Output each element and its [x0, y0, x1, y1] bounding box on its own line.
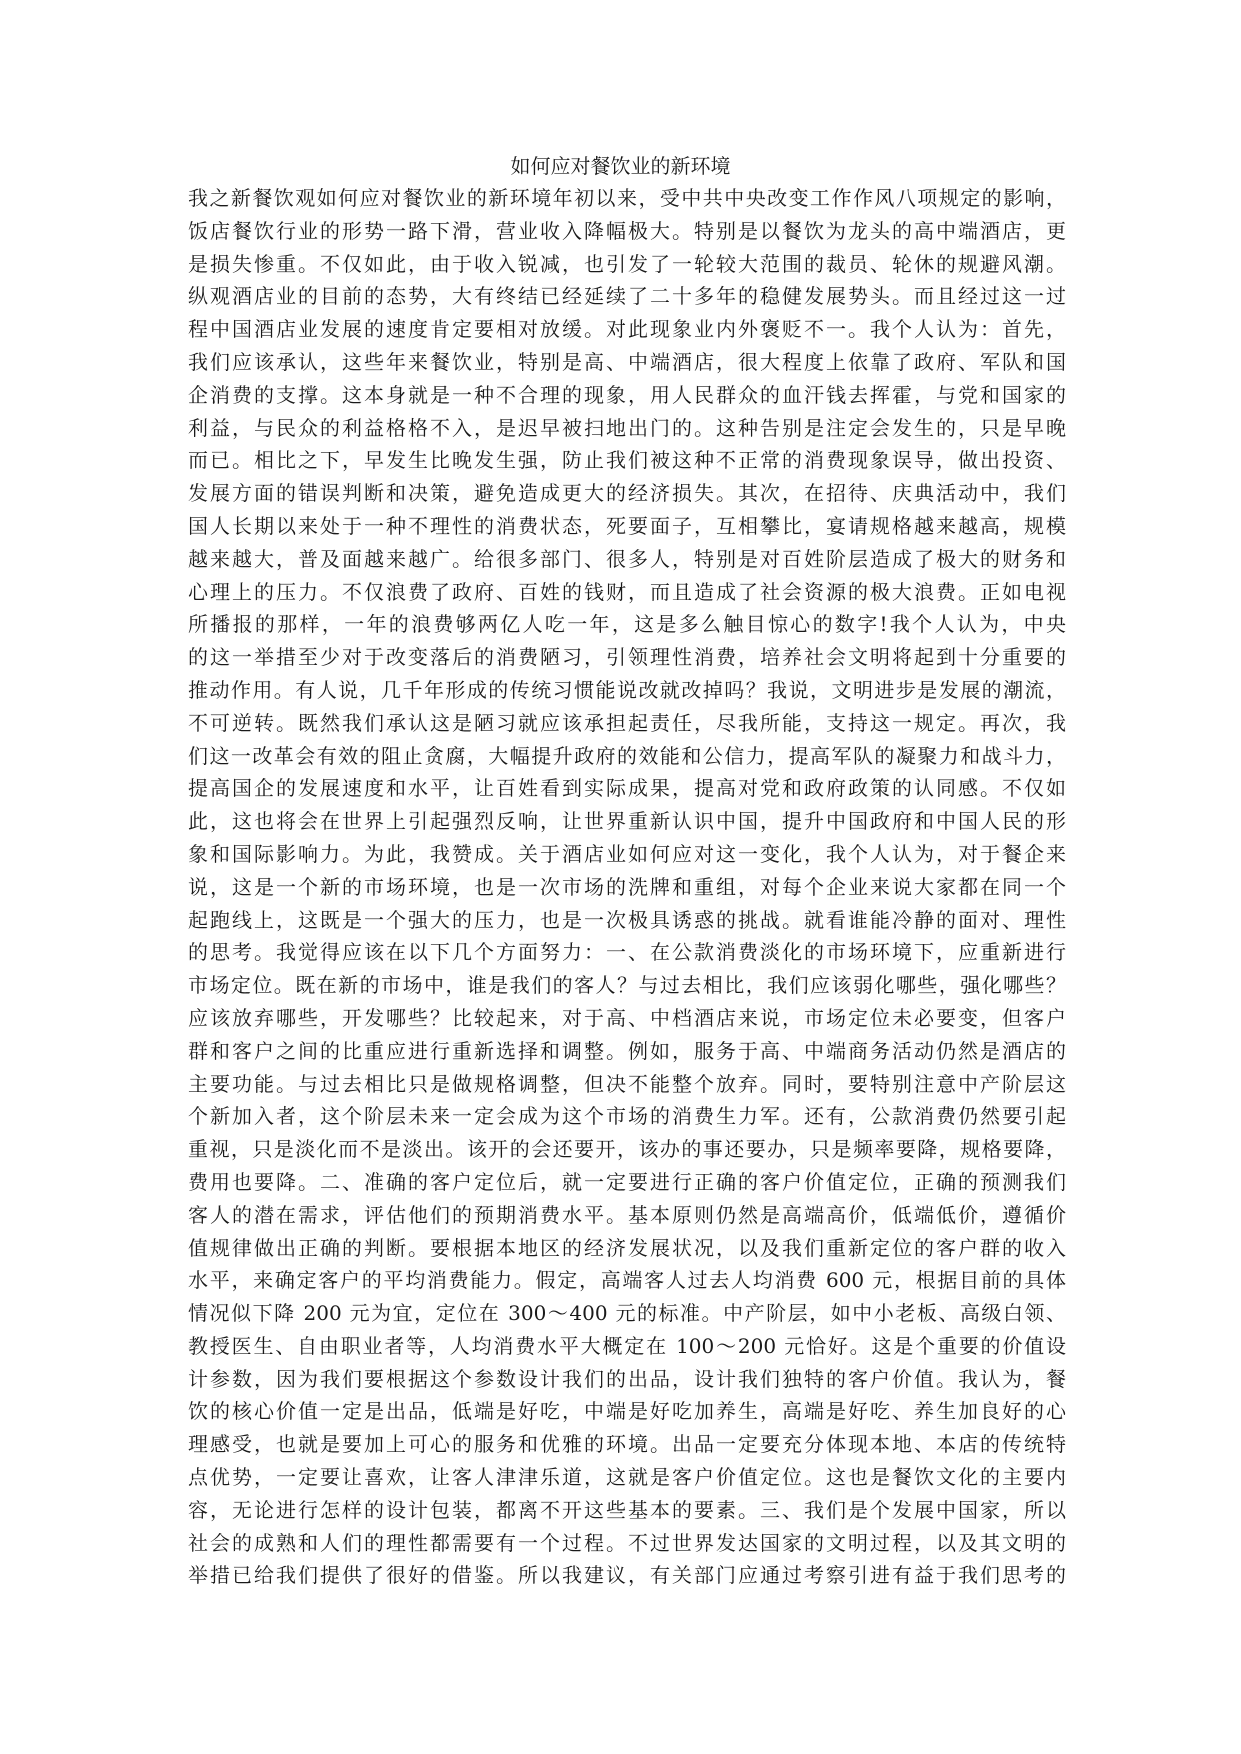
body-text-line: 费用也要降。二、准确的客户定位后，就一定要进行正确的客户价值定位，正确的预测我们 — [188, 1169, 1066, 1194]
body-text-line: 个新加入者，这个阶层未来一定会成为这个市场的消费生力军。还有，公款消费仍然要引起 — [188, 1104, 1066, 1129]
body-text-line: 企消费的支撑。这本身就是一种不合理的现象，用人民群众的血汗钱去挥霍，与党和国家的 — [188, 382, 1066, 407]
body-text-line: 起跑线上，这既是一个强大的压力，也是一次极具诱惑的挑战。就看谁能冷静的面对、理性 — [188, 907, 1066, 932]
body-text-line: 说，这是一个新的市场环境，也是一次市场的洗牌和重组，对每个企业来说大家都在同一个 — [188, 874, 1066, 899]
document-body — [188, 182, 1066, 1592]
body-text-line: 客人的潜在需求，评估他们的预期消费水平。基本原则仍然是高端高价，低端低价，遵循价 — [188, 1202, 1066, 1227]
body-text-line: 不可逆转。既然我们承认这是陋习就应该承担起责任，尽我所能，支持这一规定。再次，我 — [188, 710, 1066, 735]
body-text-line: 越来越大，普及面越来越广。给很多部门、很多人，特别是对百姓阶层造成了极大的财务和 — [188, 546, 1066, 571]
body-text-line: 饮的核心价值一定是出品，低端是好吃，中端是好吃加养生，高端是好吃、养生加良好的心 — [188, 1399, 1066, 1424]
body-text-line: 教授医生、自由职业者等，人均消费水平大概定在 100～200 元恰好。这是个重要的价值设 — [188, 1333, 1066, 1358]
body-text-line: 而已。相比之下，早发生比晚发生强，防止我们被这种不正常的消费现象误导，做出投资、 — [188, 448, 1066, 473]
body-text-line: 值规律做出正确的判断。要根据本地区的经济发展状况，以及我们重新定位的客户群的收入 — [188, 1235, 1066, 1260]
body-text-line: 推动作用。有人说，几千年形成的传统习惯能说改就改掉吗？我说，文明进步是发展的潮流， — [188, 677, 1066, 702]
body-text-line: 的这一举措至少对于改变落后的消费陋习，引领理性消费，培养社会文明将起到十分重要的 — [188, 645, 1066, 670]
body-text-line: 们这一改革会有效的阻止贪腐，大幅提升政府的效能和公信力，提高军队的凝聚力和战斗力， — [188, 743, 1066, 768]
body-text-line: 心理上的压力。不仅浪费了政府、百姓的钱财，而且造成了社会资源的极大浪费。正如电视 — [188, 579, 1066, 604]
body-text-line: 利益，与民众的利益格格不入，是迟早被扫地出门的。这种告别是注定会发生的，只是早晚 — [188, 415, 1066, 440]
body-text-line: 此，这也将会在世界上引起强烈反响，让世界重新认识中国，提升中国政府和中国人民的形 — [188, 809, 1066, 834]
body-text-line: 是损失惨重。不仅如此，由于收入锐减，也引发了一轮较大范围的裁员、轮休的规避风潮。 — [188, 251, 1066, 276]
body-text-line: 社会的成熟和人们的理性都需要有一个过程。不过世界发达国家的文明过程，以及其文明的 — [188, 1530, 1066, 1555]
body-text-line: 饭店餐饮行业的形势一路下滑，营业收入降幅极大。特别是以餐饮为龙头的高中端酒店，更 — [188, 218, 1066, 243]
body-text-line: 群和客户之间的比重应进行重新选择和调整。例如，服务于高、中端商务活动仍然是酒店的 — [188, 1038, 1066, 1063]
body-text-line: 发展方面的错误判断和决策，避免造成更大的经济损失。其次，在招待、庆典活动中，我们 — [188, 481, 1066, 506]
body-text-line: 市场定位。既在新的市场中，谁是我们的客人？与过去相比，我们应该弱化哪些，强化哪些？ — [188, 973, 1066, 998]
body-text-line: 举措已给我们提供了很好的借鉴。所以我建议，有关部门应通过考察引进有益于我们思考的 — [188, 1563, 1066, 1588]
body-text-line: 容，无论进行怎样的设计包装，都离不开这些基本的要素。三、我们是个发展中国家，所以 — [188, 1497, 1066, 1522]
body-text-line: 点优势，一定要让喜欢，让客人津津乐道，这就是客户价值定位。这也是餐饮文化的主要内 — [188, 1465, 1066, 1490]
body-text-line: 理感受，也就是要加上可心的服务和优雅的环境。出品一定要充分体现本地、本店的传统特 — [188, 1432, 1066, 1457]
body-text-line: 水平，来确定客户的平均消费能力。假定，高端客人过去人均消费 600 元，根据目前的具体 — [188, 1268, 1066, 1293]
body-text-line: 我之新餐饮观如何应对餐饮业的新环境年初以来，受中共中央改变工作作风八项规定的影响， — [188, 186, 1066, 210]
body-text-line: 所播报的那样，一年的浪费够两亿人吃一年，这是多么触目惊心的数字!我个人认为，中央 — [188, 612, 1066, 637]
document-title: 如何应对餐饮业的新环境 — [510, 154, 731, 178]
body-text-line: 提高国企的发展速度和水平，让百姓看到实际成果，提高对党和政府政策的认同感。不仅如 — [188, 776, 1066, 801]
body-text-line: 的思考。我觉得应该在以下几个方面努力：一、在公款消费淡化的市场环境下，应重新进行 — [188, 940, 1066, 965]
body-text-line: 国人长期以来处于一种不理性的消费状态，死要面子，互相攀比，宴请规格越来越高，规模 — [188, 513, 1066, 538]
body-text-line: 应该放弃哪些，开发哪些？比较起来，对于高、中档酒店来说，市场定位未必要变，但客户 — [188, 1005, 1066, 1030]
body-text-line: 主要功能。与过去相比只是做规格调整，但决不能整个放弃。同时，要特别注意中产阶层这 — [188, 1071, 1066, 1096]
body-text-line: 纵观酒店业的目前的态势，大有终结已经延续了二十多年的稳健发展势头。而且经过这一过 — [188, 284, 1066, 309]
body-text-line: 我们应该承认，这些年来餐饮业，特别是高、中端酒店，很大程度上依靠了政府、军队和国 — [188, 349, 1066, 374]
body-text-line: 重视，只是淡化而不是淡出。该开的会还要开，该办的事还要办，只是频率要降，规格要降， — [188, 1137, 1066, 1162]
body-text-line: 情况似下降 200 元为宜，定位在 300～400 元的标准。中产阶层，如中小老板、高级白领、 — [188, 1301, 1066, 1326]
body-text-line: 程中国酒店业发展的速度肯定要相对放缓。对此现象业内外褒贬不一。我个人认为：首先， — [188, 317, 1066, 342]
body-text-line: 计参数，因为我们要根据这个参数设计我们的出品，设计我们独特的客户价值。我认为，餐 — [188, 1366, 1066, 1391]
body-text-line: 象和国际影响力。为此，我赞成。关于酒店业如何应对这一变化，我个人认为，对于餐企来 — [188, 841, 1066, 866]
